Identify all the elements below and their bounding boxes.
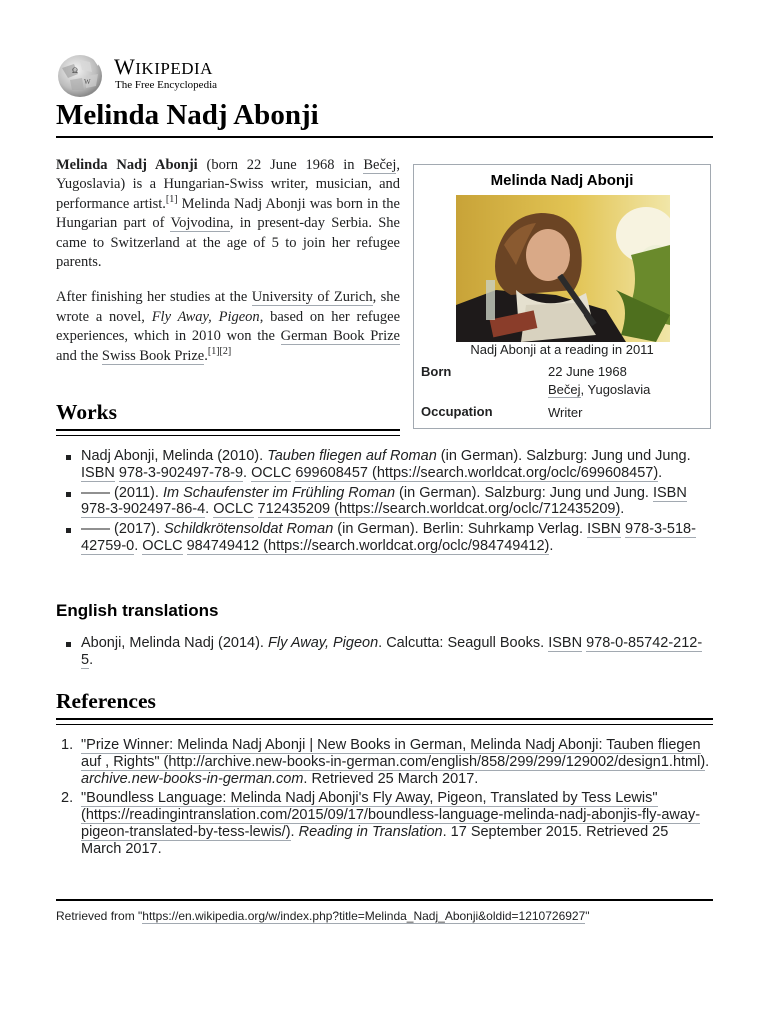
oclc-number-link[interactable]: 712435209 (https://search.worldcat.org/oclc/712435209) bbox=[257, 501, 621, 518]
oclc-link[interactable]: OCLC bbox=[251, 464, 292, 481]
photo-caption: Nadj Abonji at a reading in 2011 bbox=[470, 342, 654, 357]
citation-1[interactable]: [1] bbox=[207, 345, 220, 357]
text-run: —— (2017). bbox=[81, 521, 164, 538]
work-title: Schildkrötensoldat Roman bbox=[164, 521, 334, 538]
text-run: . Calcutta: Seagull Books. bbox=[378, 635, 549, 651]
works-heading: Works bbox=[56, 400, 117, 424]
wikipedia-header bbox=[56, 52, 356, 98]
svg-text:W: W bbox=[84, 78, 91, 86]
references-rule bbox=[56, 718, 713, 720]
text-run: . bbox=[705, 753, 710, 770]
text-run: (born 22 June 1968 in bbox=[197, 157, 364, 173]
text-run: " bbox=[585, 909, 590, 923]
text-run: Retrieved from " bbox=[56, 909, 143, 923]
reference-item bbox=[56, 737, 712, 787]
list-item bbox=[56, 521, 712, 555]
list-item bbox=[56, 635, 712, 669]
translations-list bbox=[56, 635, 712, 672]
wikipedia-wordmark[interactable]: WIKIPEDIA bbox=[114, 54, 213, 79]
oclc-number-link[interactable]: 984749412 (https://search.worldcat.org/oclc/984749412) bbox=[186, 537, 550, 554]
references-list bbox=[56, 737, 712, 861]
svg-text:Ω: Ω bbox=[72, 66, 78, 75]
born-label: Born bbox=[421, 364, 452, 379]
text-run: Nadj Abonji, Melinda (2010). bbox=[81, 448, 268, 464]
reference-number: 1. bbox=[61, 737, 74, 753]
book-title: Fly Away, Pigeon bbox=[151, 308, 260, 325]
isbn-number-link[interactable]: 978-0-85742-212-5 bbox=[81, 635, 703, 668]
footer-divider bbox=[56, 899, 713, 901]
text-run: . bbox=[89, 651, 94, 668]
text-run: , based on her refugee experiences, which in 2010 won the bbox=[56, 308, 401, 345]
infobox bbox=[413, 164, 711, 429]
occupation-value: Writer bbox=[548, 405, 583, 420]
link-university-of-zurich[interactable]: University of Zurich bbox=[251, 289, 373, 306]
subject-name: Melinda Nadj Abonji bbox=[56, 157, 198, 173]
retrieved-from bbox=[56, 909, 590, 923]
born-value bbox=[548, 363, 650, 399]
text-run: Abonji, Melinda Nadj (2014). bbox=[81, 635, 268, 651]
list-item bbox=[56, 448, 712, 482]
link-becej[interactable]: Bečej bbox=[363, 157, 397, 173]
isbn-number-link[interactable]: 978-3-902497-78-9 bbox=[118, 464, 244, 481]
page-title: Melinda Nadj Abonji bbox=[56, 99, 319, 131]
works-list bbox=[56, 448, 712, 558]
text-run: . bbox=[205, 501, 214, 518]
text-run: . bbox=[204, 347, 208, 364]
english-translations-heading: English translations bbox=[56, 601, 219, 620]
text-run: . bbox=[549, 537, 554, 554]
oclc-link[interactable]: OCLC bbox=[142, 537, 183, 554]
text-run: . 17 September 2015. Retrieved 25 March 2017. bbox=[81, 823, 669, 857]
permanent-link[interactable]: https://en.wikipedia.org/w/index.php?title=Melinda_Nadj_Abonji&oldid=1210726927 bbox=[142, 909, 586, 923]
reference-site: archive.new-books-in-german.com bbox=[81, 770, 304, 787]
text-run: . bbox=[620, 501, 625, 518]
isbn-number-link[interactable]: 978-3-902497-86-4 bbox=[81, 501, 206, 518]
text-run: and the bbox=[56, 347, 102, 364]
text-run: —— (2011). bbox=[81, 484, 163, 501]
reference-item bbox=[56, 790, 712, 857]
occupation-label: Occupation bbox=[421, 404, 493, 419]
reference-link[interactable]: "Boundless Language: Melinda Nadj Abonji's Fly Away, Pigeon, Translated by Tess Lewis" (https://readingintranslation.com/2015/09/17/boundless-language-melinda-nadj-abonjis-fly-away-pigeon-translated-by-tess-lewis/) bbox=[81, 790, 701, 840]
link-swiss-book-prize[interactable]: Swiss Book Prize bbox=[101, 347, 205, 364]
born-date: 22 June 1968 bbox=[548, 364, 627, 379]
puzzle-globe-icon[interactable] bbox=[56, 54, 104, 98]
reference-number: 2. bbox=[61, 790, 74, 807]
isbn-link[interactable]: ISBN bbox=[548, 635, 583, 651]
isbn-link[interactable]: ISBN bbox=[81, 464, 115, 481]
link-german-book-prize[interactable]: German Book Prize bbox=[280, 328, 400, 345]
works-rule bbox=[56, 429, 400, 431]
text-run: . Retrieved 25 March 2017. bbox=[303, 770, 479, 787]
text-run: . bbox=[134, 537, 143, 554]
text-run: , Yugoslavia) is a Hungarian-Swiss writer, musician, and performance artist. bbox=[56, 157, 400, 212]
oclc-link[interactable]: OCLC bbox=[213, 501, 254, 518]
text-run: (in German). Salzburg: Jung und Jung. bbox=[436, 448, 691, 464]
link-vojvodina[interactable]: Vojvodina bbox=[170, 215, 230, 232]
isbn-number-link[interactable]: 978-3-518-42759-0 bbox=[81, 521, 696, 554]
text-run: Melinda Nadj Abonji was born in the Hungarian part of bbox=[56, 195, 400, 232]
isbn-link[interactable]: ISBN bbox=[587, 521, 621, 538]
intro-paragraph-2 bbox=[56, 288, 400, 366]
text-run: . bbox=[658, 464, 663, 481]
text-run: After finishing her studies at the bbox=[56, 289, 252, 306]
work-title: Fly Away, Pigeon bbox=[268, 635, 379, 651]
link-becej-infobox[interactable]: Bečej bbox=[548, 382, 581, 397]
text-run: , she wrote a novel, bbox=[56, 289, 400, 325]
works-rule-thin bbox=[56, 435, 400, 436]
citation-2[interactable]: [2] bbox=[219, 345, 232, 357]
article-intro bbox=[56, 156, 400, 382]
wikipedia-tagline: The Free Encyclopedia bbox=[115, 79, 218, 91]
text-run: (in German). Salzburg: Jung und Jung. bbox=[395, 484, 653, 501]
references-heading: References bbox=[56, 689, 156, 713]
work-title: Im Schaufenster im Frühling Roman bbox=[162, 484, 396, 501]
text-run: , in present-day Serbia. She came to Switzerland at the age of 5 to join her refugee parents. bbox=[56, 215, 400, 271]
wordmark-rest: IKIPEDIA bbox=[135, 59, 213, 78]
text-run: . bbox=[290, 823, 299, 840]
citation-1[interactable]: [1] bbox=[165, 193, 178, 205]
list-item bbox=[56, 485, 712, 519]
oclc-number-link[interactable]: 699608457 (https://search.worldcat.org/oclc/699608457) bbox=[295, 464, 659, 481]
text-run: , Yugoslavia bbox=[580, 382, 651, 397]
title-divider bbox=[56, 136, 713, 138]
text-run: (in German). Berlin: Suhrkamp Verlag. bbox=[333, 521, 588, 538]
intro-paragraph-1 bbox=[56, 156, 400, 272]
text-run: . bbox=[243, 464, 252, 481]
reference-link[interactable]: "Prize Winner: Melinda Nadj Abonji | New Books in German, Melinda Nadj Abonji: Tauben fliegen auf , Rights" (http://archive.new-books-in-german.com/english/858/299/299/129002/design1.html) bbox=[81, 737, 706, 770]
work-title: Tauben fliegen auf Roman bbox=[267, 448, 437, 464]
isbn-link[interactable]: ISBN bbox=[652, 484, 687, 501]
infobox-title: Melinda Nadj Abonji bbox=[490, 172, 634, 189]
born-place bbox=[548, 381, 650, 399]
references-rule-thin bbox=[56, 724, 713, 725]
reference-site: Reading in Translation bbox=[298, 823, 443, 840]
portrait-photo[interactable] bbox=[456, 195, 670, 342]
